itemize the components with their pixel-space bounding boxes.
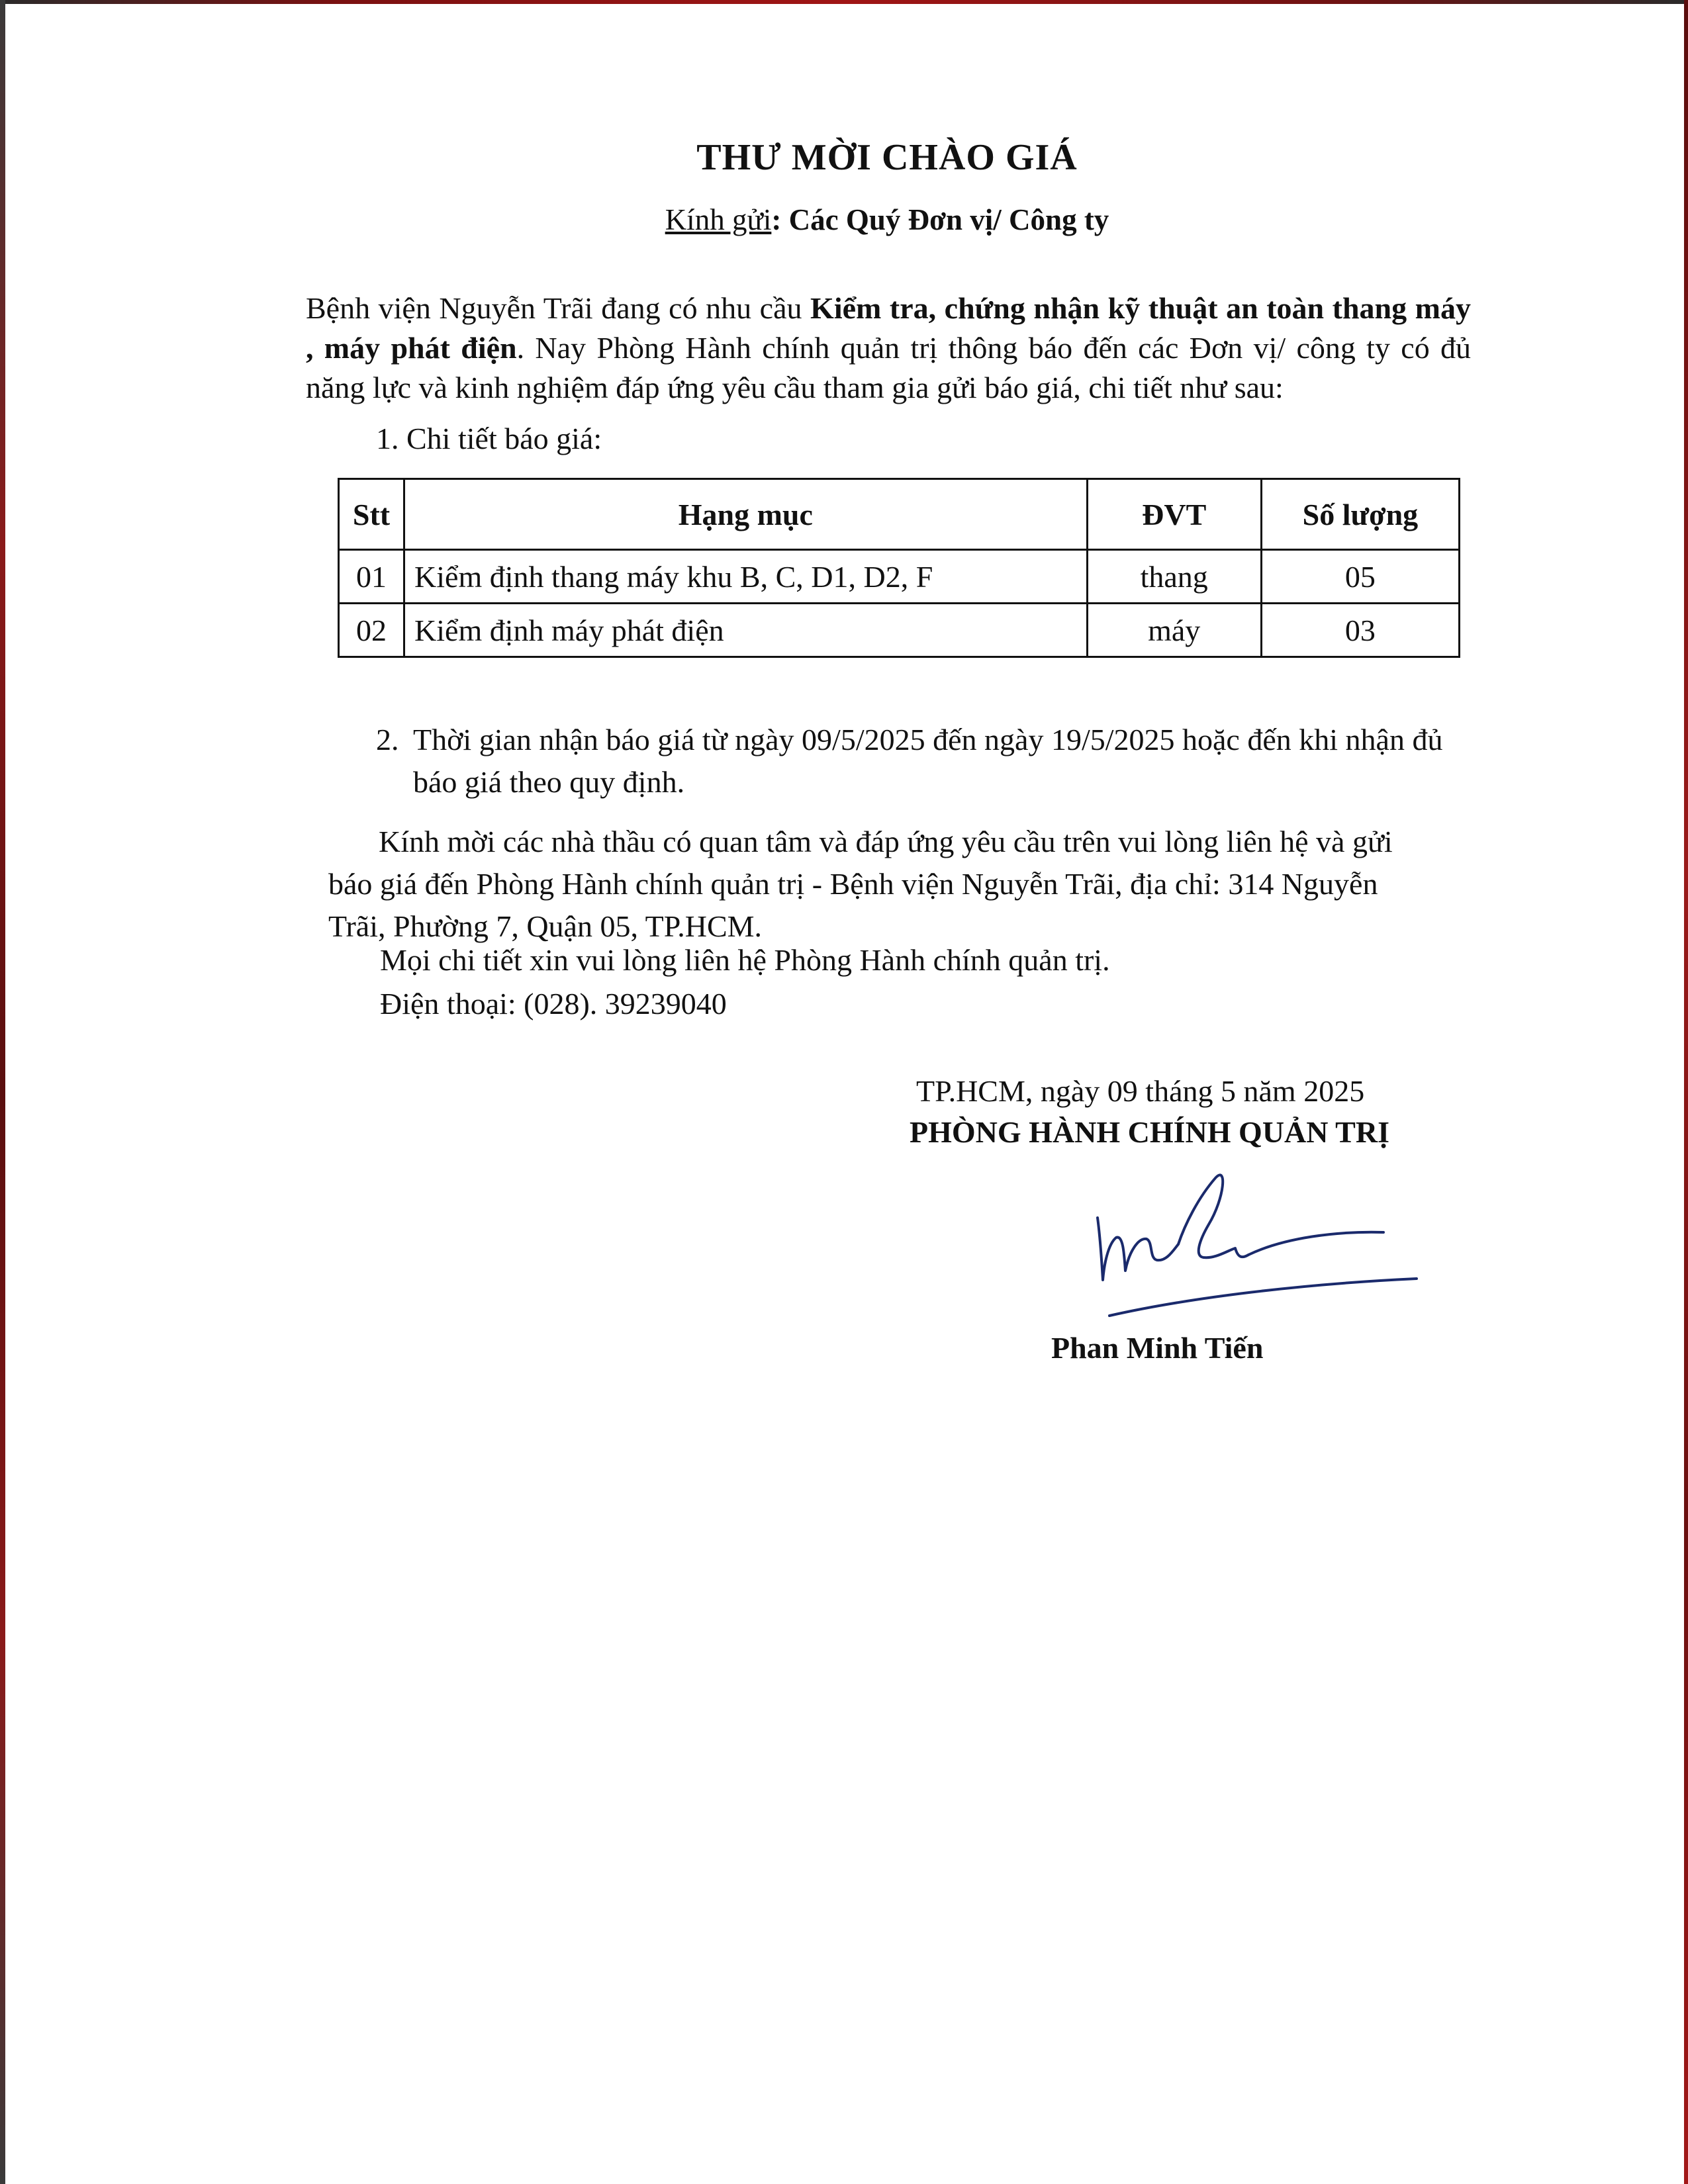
header-quantity: Số lượng [1261,479,1459,550]
cell-unit: máy [1087,604,1261,657]
document-title: THƯ MỜI CHÀO GIÁ [696,137,1078,178]
phone-line: Điện thoại: (028). 39239040 [380,987,727,1021]
table-header-row [339,479,1460,550]
intro-text-1: Bệnh viện Nguyễn Trãi đang có nhu cầu [306,291,811,325]
item-2-number: 2. [376,723,399,756]
contact-line: Mọi chi tiết xin vui lòng liên hệ Phòng Hành chính quản trị. [380,943,1110,977]
scan-right-edge [1684,0,1688,2184]
item-2-text: Thời gian nhận báo giá từ ngày 09/5/2025 đến ngày 19/5/2025 hoặc đến khi nhận đủ báo giá theo quy định. [413,723,1443,799]
table-row [339,550,1460,604]
cell-unit: thang [1087,550,1261,604]
invitation-paragraph: Kính mời các nhà thầu có quan tâm và đáp ứng yêu cầu trên vui lòng liên hệ và gửi báo giá đến Phòng Hành chính quản trị - Bệnh viện Nguyễn Trãi, địa chỉ: 314 Nguyễn Trãi, Phường 7, Quận 05, TP.HCM. [328,825,1393,943]
scan-top-edge [0,0,1688,4]
intro-paragraph [306,289,1471,408]
department-name: PHÒNG HÀNH CHÍNH QUẢN TRỊ [910,1115,1389,1149]
cell-stt: 01 [339,550,404,604]
table-row [339,604,1460,657]
item-2 [376,719,1468,803]
recipient-separator: : [771,203,789,236]
cell-item: Kiểm định máy phát điện [404,604,1088,657]
item-1-heading: 1. Chi tiết báo giá: [376,422,602,455]
quote-table [338,478,1460,658]
intro-bold: Kiểm tra, chứng nhận kỹ thuật an toàn thang máy , máy phát điện [306,291,1471,365]
signer-name: Phan Minh Tiến [1051,1331,1264,1365]
recipient-label: Kính gửi [665,203,772,236]
recipient-value: Các Quý Đơn vị/ Công ty [788,203,1109,236]
recipient-line [0,203,1688,237]
cell-quantity: 05 [1261,550,1459,604]
header-item: Hạng mục [404,479,1088,550]
place-date: TP.HCM, ngày 09 tháng 5 năm 2025 [916,1074,1365,1108]
scan-left-edge [0,0,5,2184]
signature-image [1086,1138,1430,1337]
cell-stt: 02 [339,604,404,657]
header-unit: ĐVT [1087,479,1261,550]
cell-quantity: 03 [1261,604,1459,657]
intro-text-2: . Nay Phòng Hành chính quản trị thông báo đến các Đơn vị/ công ty có đủ năng lực và kinh nghiệm đáp ứng yêu cầu tham gia gửi báo giá, chi tiết như sau: [306,331,1472,404]
cell-item: Kiểm định thang máy khu B, C, D1, D2, F [404,550,1088,604]
header-stt: Stt [339,479,404,550]
